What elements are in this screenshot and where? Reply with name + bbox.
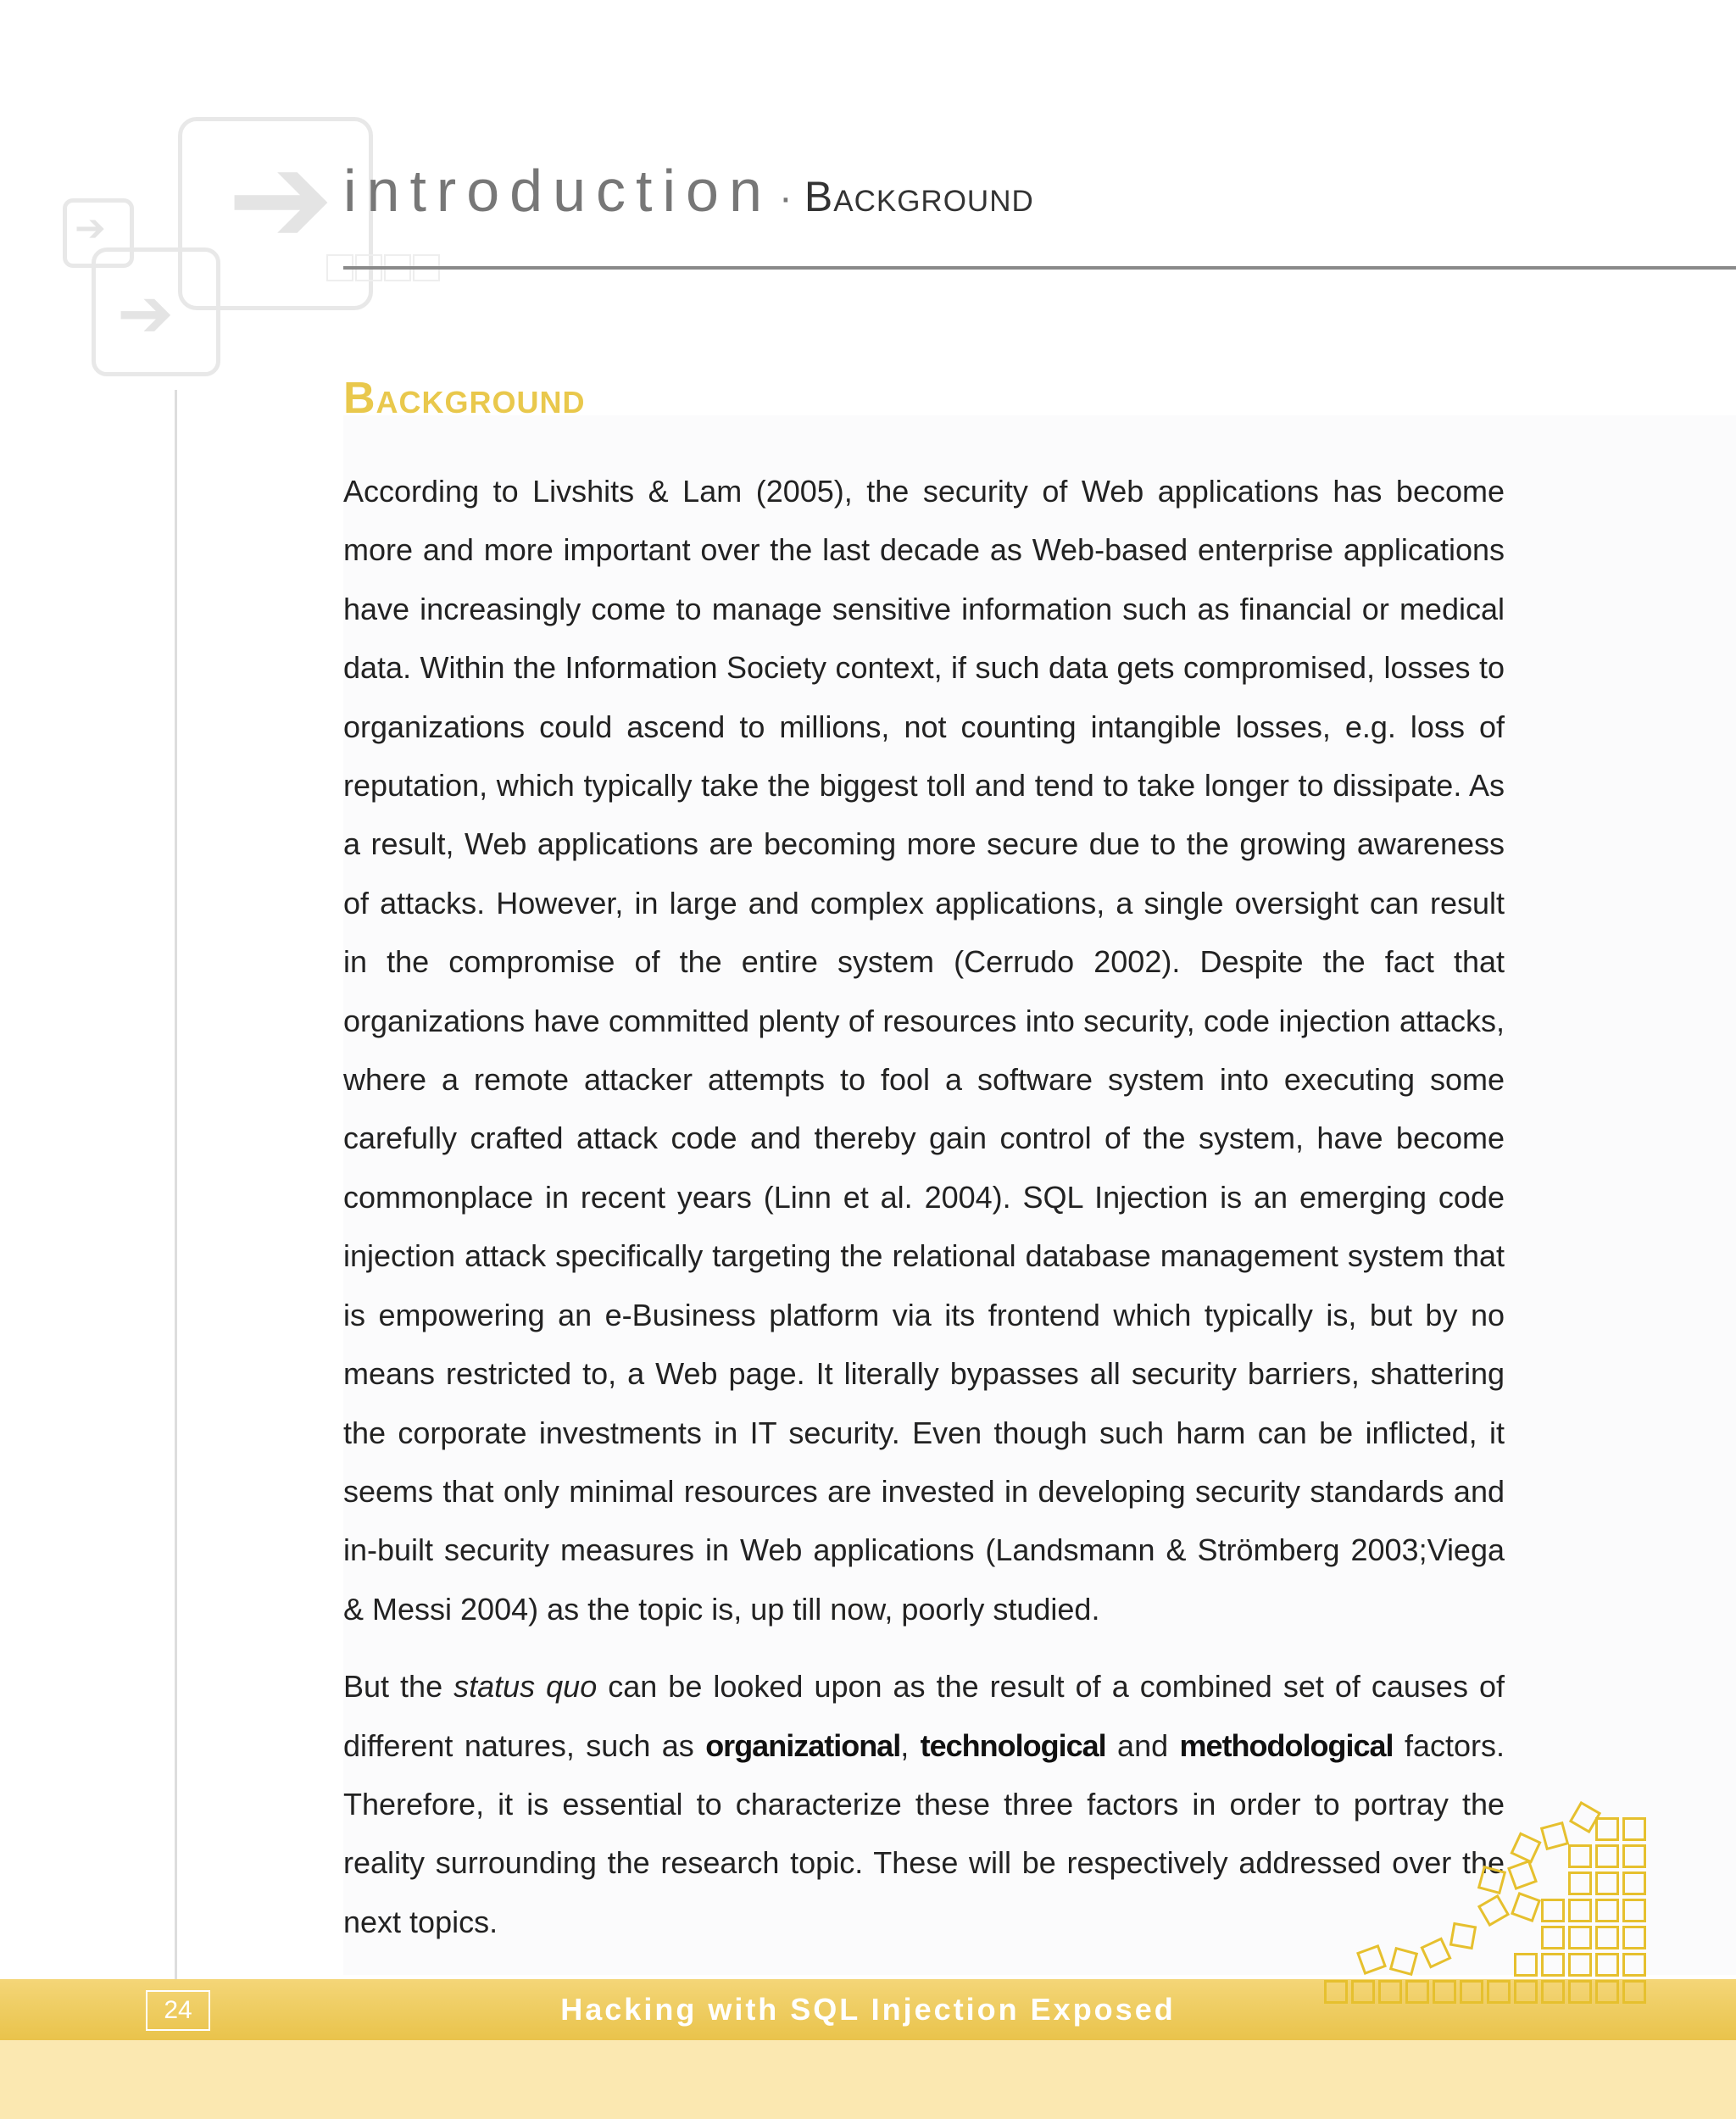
footer-bottom xyxy=(0,2040,1736,2119)
p2-italic-term: status quo xyxy=(453,1669,598,1705)
deco-square xyxy=(1568,1872,1592,1895)
p2-text-5: factors. Therefore, it is essential to characterize these three factors in order to portray the reality surrounding the research topic. These will be respectively addressed over the next topics. xyxy=(343,1727,1505,1939)
deco-square xyxy=(1568,1980,1592,2004)
header-rule xyxy=(343,266,1736,270)
margin-rule xyxy=(175,390,177,1979)
running-header xyxy=(343,158,1034,224)
deco-square xyxy=(1541,1926,1565,1949)
deco-square xyxy=(1595,1844,1619,1868)
chapter-label: introduction xyxy=(343,158,772,224)
deco-square xyxy=(1433,1980,1456,2004)
deco-square xyxy=(1622,1817,1646,1841)
keyword-technological: technological xyxy=(920,1727,1106,1763)
deco-square xyxy=(1622,1980,1646,2004)
p2-text-3: , xyxy=(900,1727,921,1763)
footer-book-title: Hacking with SQL Injection Exposed xyxy=(560,1992,1176,2027)
keyword-organizational: organizational xyxy=(705,1727,901,1763)
keyword-methodological: methodological xyxy=(1179,1727,1394,1763)
deco-square xyxy=(1568,1899,1592,1922)
deco-square xyxy=(1514,1953,1538,1977)
deco-square xyxy=(1622,1872,1646,1895)
paragraph-2 xyxy=(343,1657,1505,1951)
deco-square xyxy=(1595,1899,1619,1922)
page-number: 24 xyxy=(146,1990,210,2031)
deco-square xyxy=(1622,1844,1646,1868)
section-heading: Background xyxy=(343,374,586,423)
deco-square xyxy=(1541,1980,1565,2004)
deco-square xyxy=(1568,1844,1592,1868)
deco-square xyxy=(1595,1980,1619,2004)
deco-square xyxy=(1405,1980,1429,2004)
deco-square xyxy=(1541,1899,1565,1922)
deco-square xyxy=(1568,1953,1592,1977)
body-text xyxy=(343,462,1505,1951)
deco-square xyxy=(1449,1922,1477,1949)
p2-text-2: can be looked upon as the result of a combined set of causes of different natures, such as xyxy=(343,1669,1505,1763)
deco-square xyxy=(1622,1953,1646,1977)
deco-square xyxy=(1487,1980,1511,2004)
deco-square xyxy=(1595,1872,1619,1895)
arrow-right-icon: ➔ xyxy=(227,125,334,273)
header-separator: · xyxy=(778,175,793,220)
section-label: Background xyxy=(804,173,1034,220)
deco-square xyxy=(1568,1926,1592,1949)
deco-square xyxy=(1595,1926,1619,1949)
deco-square xyxy=(1541,1953,1565,1977)
deco-square xyxy=(1460,1980,1483,2004)
p2-text-4: and xyxy=(1105,1727,1180,1763)
deco-square xyxy=(1351,1980,1375,2004)
p2-text-1: But the xyxy=(343,1669,454,1705)
deco-square xyxy=(1324,1980,1348,2004)
arrow-right-icon: ➔ xyxy=(75,207,106,250)
deco-square xyxy=(1378,1980,1402,2004)
deco-square xyxy=(1595,1817,1619,1841)
deco-square xyxy=(1595,1953,1619,1977)
deco-square xyxy=(1622,1899,1646,1922)
arrow-right-icon: ➔ xyxy=(117,274,175,353)
paragraph-1: According to Livshits & Lam (2005), the security of Web applications has become more and more important over the last decade as Web-based enterprise applications have increasingly come to manage sensitive information such as financial or medical data. Within the Information Society context, if such data gets compromised, losses to organizations could ascend to millions, not counting intangible losses, e.g. loss of reputation, which typically take the biggest toll and tend to take longer to dissipate. As a result, Web applications are becoming more secure due to the growing awareness of attacks. However, in large and complex applications, a single oversight can result in the compromise of the entire system (Cerrudo 2002). Despite the fact that organizations have committed plenty of resources into security, code injection attacks, where a remote attacker attempts to fool a software system into executing some carefully crafted attack code and thereby gain control of the system, have become commonplace in recent years (Linn et al. 2004). SQL Injection is an emerging code injection attack specifically targeting the relational database management system that is empowering an e-Business platform via its frontend which typically is, but by no means restricted to, a Web page. It literally bypasses all security barriers, shattering the corporate investments in IT security. Even though such harm can be inflicted, it seems that only minimal resources are invested in developing security standards and in-built security measures in Web applications (Landsmann & Strömberg 2003;Viega & Messi 2004) as the topic is, up till now, poorly studied. xyxy=(343,474,1505,1627)
deco-square xyxy=(1514,1980,1538,2004)
deco-square xyxy=(1622,1926,1646,1949)
